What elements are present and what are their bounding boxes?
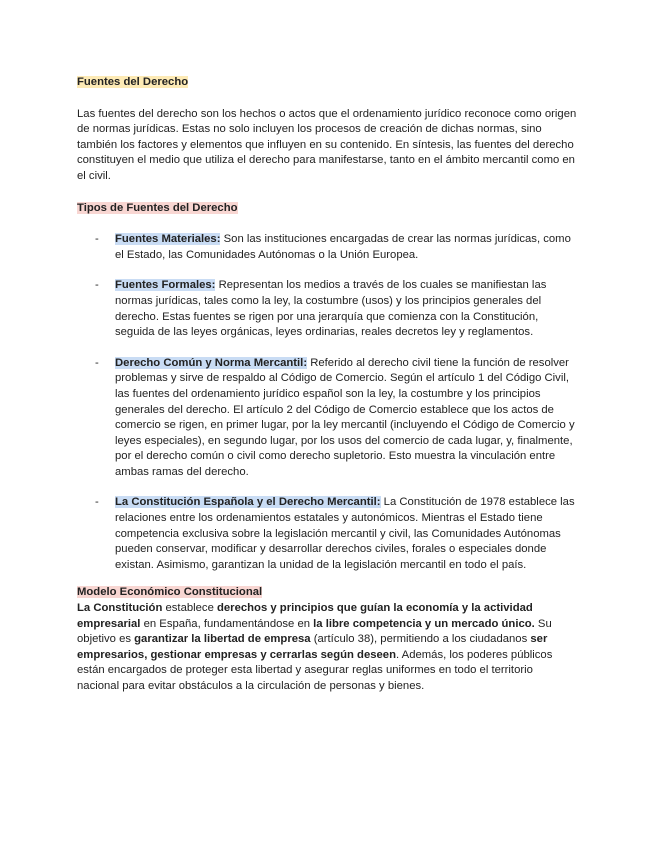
fuentes-list [77,232,577,573]
section-heading-tipos [77,201,577,217]
section-heading-modelo [77,585,577,601]
paragraph-run: garantizar la libertad de empresa [134,633,311,646]
modelo-paragraph [77,601,577,695]
bullet-dash: - [95,496,99,509]
list-item [77,232,577,263]
heading-text: Modelo Económico Constitucional [77,586,263,599]
paragraph-run: (artículo 38), permitiendo a los ciudadanos [310,633,531,646]
heading-text: Tipos de Fuentes del Derecho [77,201,238,214]
list-item [77,356,577,481]
paragraph-run: La Constitución [77,602,163,615]
paragraph-run: establece [162,602,217,615]
document-body [77,75,577,695]
list-item-text: Representan los medios a través de los cuales se manifiestan las normas jurídicas, tales como la ley, la costumbre (usos) y los principios generales del derecho. Estas fuentes se rigen por una jerarquía que comienza con la Constitución, seguida de las leyes orgánicas, leyes ordinarias, reales decretos ley y reglamentos. [115,279,547,339]
list-item-text: Referido al derecho civil tiene la función de resolver problemas y sirve de respaldo al Código de Comercio. Según el artículo 1 del Código Civil, las fuentes del ordenamiento jurídico español son la ley, la costumbre y los principios generales del derecho. El artículo 2 del Código de Comercio establece que los actos de comercio se rigen, en primer lugar, por la ley mercantil (incluyendo el Código de Comercio y leyes especiales), en segundo lugar, por los usos del comercio de cada lugar, y, finalmente, por el derecho común o civil como derecho supletorio. Esto muestra la vinculación entre ambas ramas del derecho. [115,356,575,478]
intro-paragraph: Las fuentes del derecho son los hechos o actos que el ordenamiento jurídico reconoce como origen de normas jurídicas. Estas no solo incluyen los procesos de creación de dichas normas, sino también los factores y elementos que influyen en su contenido. En síntesis, las fuentes del derecho constituyen el medio que utiliza el derecho para manifestarse, tanto en el ámbito mercantil como en el civil. [77,107,577,182]
list-item-term: La Constitución Española y el Derecho Mercantil: [115,496,381,509]
list-item-text: Son las instituciones encargadas de crear las normas jurídicas, como el Estado, las Comunidades Autónomas o la Unión Europea. [115,233,571,261]
bullet-dash: - [95,356,99,369]
list-item [77,495,577,573]
paragraph-run: . Además, los poderes públicos están encargados de proteger esta libertad y asegurar reglas uniformes en todo el territorio nacional para evitar obstáculos a la circulación de personas y bienes. [77,648,553,692]
paragraph-run: derechos y principios que guían la economía y la actividad empresarial [77,602,533,630]
list-item-term: Fuentes Formales: [115,279,216,292]
bullet-dash: - [95,233,99,246]
paragraph-run: la libre competencia y un mercado único. [313,617,535,630]
list-item-term: Fuentes Materiales: [115,233,221,246]
list-item [77,278,577,340]
section-heading-fuentes [77,75,577,91]
list-item-term: Derecho Común y Norma Mercantil: [115,356,308,369]
paragraph-run: ser empresarios, gestionar empresas y cerrarlas según deseen [77,633,548,661]
heading-text: Fuentes del Derecho [77,76,189,88]
list-item-text: La Constitución de 1978 establece las relaciones entre los ordenamientos estatales y autonómicos. Mientras el Estado tiene competencia exclusiva sobre la legislación mercantil y civil, las Comunidades Autónomas pueden conservar, modificar y desarrollar derechos civiles, forales o especiales donde existan. Asimismo, garantizan la unidad de la legislación mercantil en todo el país. [115,496,575,571]
bullet-dash: - [95,279,99,292]
paragraph-run: Su objetivo es [77,617,552,646]
paragraph-run: en España, fundamentándose en [140,617,314,630]
